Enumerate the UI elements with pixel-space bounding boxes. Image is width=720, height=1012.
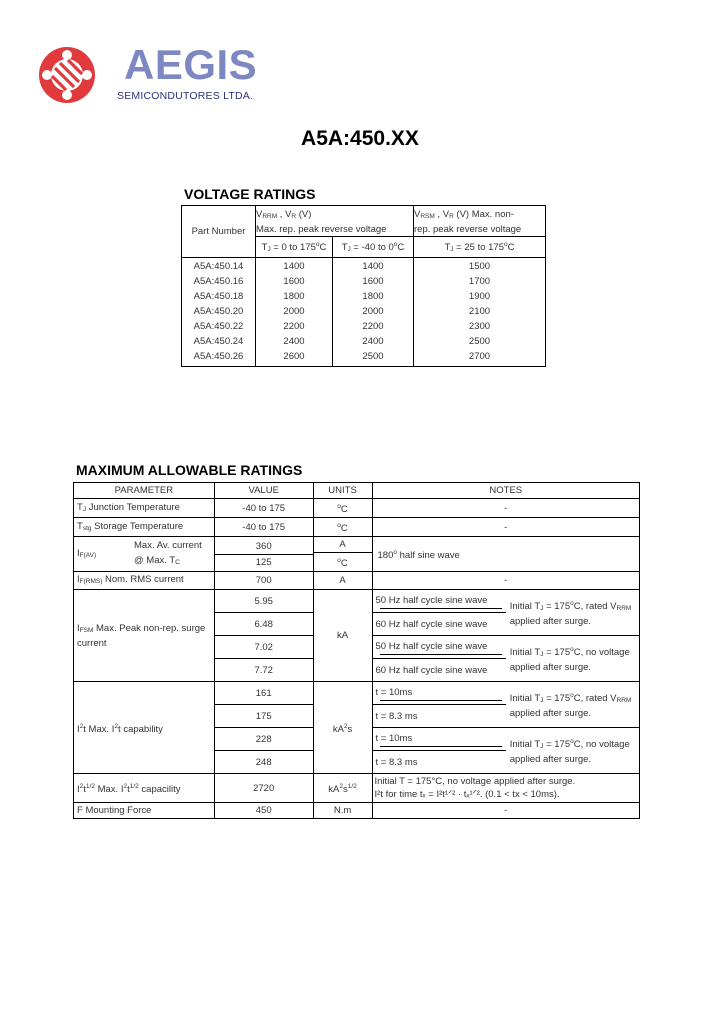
voltage-ratings-title: VOLTAGE RATINGS [184,186,316,202]
list-item: A5A:450.24 [193,336,244,347]
list-item: 1600 [362,276,384,287]
page-title: A5A:450.XX [301,127,419,150]
table-row: F Mounting Force 450 N.m - [74,803,640,819]
list-item: 2500 [362,351,384,362]
aegis-logo-icon [38,46,96,104]
list-item: 2100 [468,306,491,317]
list-item: 1500 [468,261,491,272]
list-item: A5A:450.16 [193,276,244,287]
brand-name: AEGIS [124,41,258,88]
list-item: 1900 [468,291,491,302]
list-item: A5A:450.20 [193,306,244,317]
table-row: IF(AV) Max. Av. current @ Max. TC 360 125 A $^o$C 180$^o$ half sine wave [74,537,640,572]
list-item: 2200 [362,321,384,332]
list-item: 2300 [468,321,491,332]
list-item: 2400 [362,336,384,347]
table-row: IFSM Max. Peak non-rep. surge current 5.95 kA 50 Hz half cycle sine wave Initial TJ = $175^oC$, rated VRRM applied after surge. [74,590,640,613]
list-item: 2400 [283,336,305,347]
list-item: 2600 [283,351,305,362]
table-row: 248 t = 8.3 ms [74,751,640,774]
header-value: VALUE [214,483,313,499]
cond-tj-25-175: TJ = 25 to 175$^o$C [414,237,546,258]
list-item: A5A:450.18 [193,291,244,302]
list-item: 1400 [283,261,305,272]
col-vrrm-header: VRRM , VR (V) Max. rep. peak reverse voltage [256,206,414,237]
list-item: 1800 [362,291,384,302]
table-row: 7.02 50 Hz half cycle sine wave Initial TJ = $175^oC$, no voltage applied after surge. [74,636,640,659]
max-ratings-table [73,482,640,819]
list-item: 1400 [362,261,384,272]
col-vrsm-header: VRSM , VR (V) Max. non- rep. peak reverse voltage [414,206,546,237]
table-row: $I^2t$ Max. $I^2t$ capability 161 $kA^2s$ t = 10ms Initial TJ = $175^oC$, rated VRRM applied after surge. [74,682,640,705]
header-units: UNITS [313,483,372,499]
cond-tj-0-175: TJ = 0 to 175$^o$C [256,237,333,258]
list-item: A5A:450.14 [193,261,244,272]
table-row: 6.48 60 Hz half cycle sine wave [74,613,640,636]
table-row: $I^2t^{1/2}$ Max. $I^2t^{1/2}$ capacility 2720 $kA^2s^{1/2}$ Initial T = 175°C, no voltage applied after surge. I²t for time tₓ = I²t¹ᐟ² · tₓ¹ᐟ². (0.1 < tx < 10ms). [74,774,640,803]
list-item: 1700 [468,276,491,287]
list-item: 2500 [468,336,491,347]
table-row: TJ Junction Temperature -40 to 175 $^o$C - [74,499,640,518]
company-name: SEMICONDUTORES LTDA. [117,90,254,102]
part-number-list [182,258,256,367]
table-row: 175 t = 8.3 ms [74,705,640,728]
header-notes: NOTES [372,483,639,499]
cond-tj-m40-0: TJ = -40 to 0$^o$C [333,237,414,258]
list-item: A5A:450.26 [193,351,244,362]
table-row: Tstg Storage Temperature -40 to 175 $^o$C - [74,518,640,537]
list-item: 1800 [283,291,305,302]
list-item: 1600 [283,276,305,287]
table-row: IF(RMS) Nom. RMS current 700 A - [74,572,640,590]
list-item: 2000 [283,306,305,317]
table-row: 228 t = 10ms Initial TJ = $175^oC$, no voltage applied after surge. [74,728,640,751]
col-part-number: Part Number [182,206,256,258]
vrsm-list [414,258,546,367]
list-item: 2200 [283,321,305,332]
vrrm-m40-0-list [333,258,414,367]
list-item: 2700 [468,351,491,362]
list-item: A5A:450.22 [193,321,244,332]
header-parameter: PARAMETER [74,483,215,499]
table-row: 7.72 60 Hz half cycle sine wave [74,659,640,682]
vrrm-0-175-list [256,258,333,367]
max-ratings-title: MAXIMUM ALLOWABLE RATINGS [76,462,303,478]
voltage-ratings-table [181,205,546,367]
list-item: 2000 [362,306,384,317]
